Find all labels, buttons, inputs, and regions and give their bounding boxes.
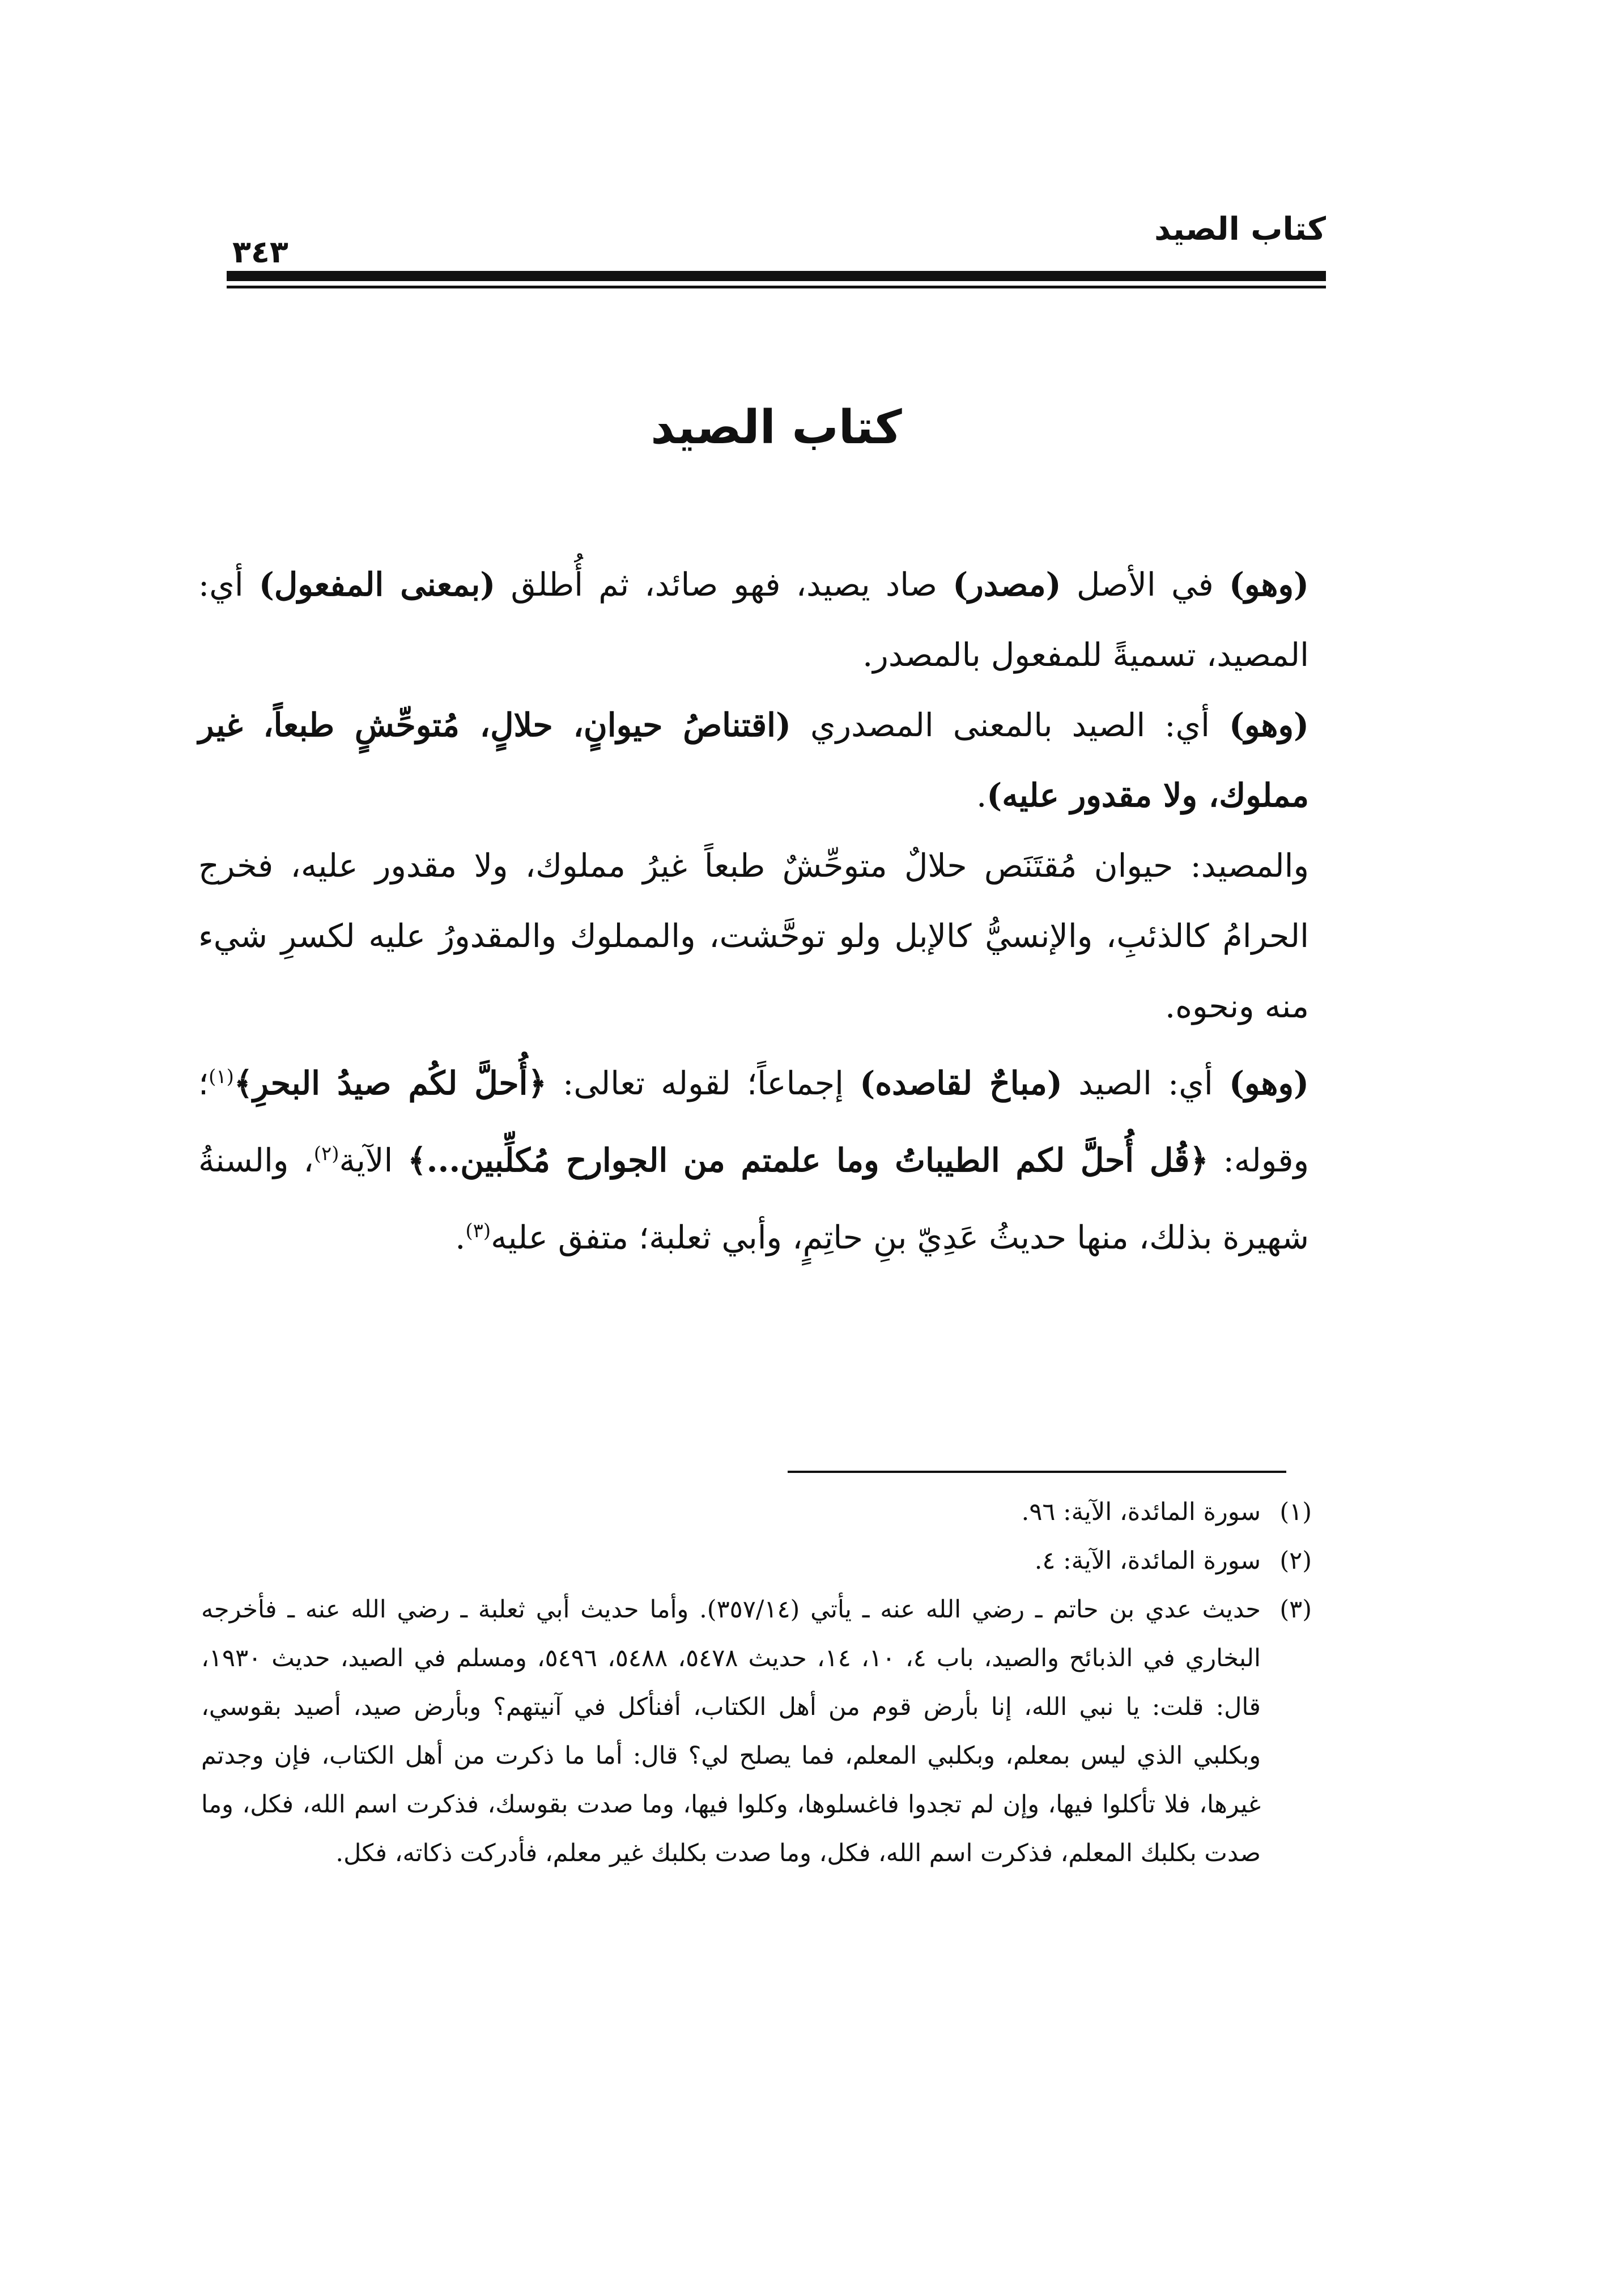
bold-term: (مصدر) (953, 566, 1061, 604)
paragraph-1 (198, 550, 1309, 690)
paragraph-text: . (976, 777, 987, 814)
paragraph-4 (198, 1042, 1309, 1273)
footnote-3 (201, 1585, 1312, 1878)
bold-term: (مباحٌ لقاصده) (860, 1064, 1062, 1102)
paragraph-text: أي: المصيد، تسميةً للمفعول بالمصدر. (198, 566, 1309, 674)
paragraph-text: أي: الصيد بالمعنى المصدري (790, 707, 1230, 744)
footnote-ref[interactable]: (١) (209, 1065, 234, 1088)
bold-definition: (اقتناصُ حيوانٍ، حلالٍ، مُتوحِّشٍ طبعاً، غير مملوك، ولا مقدور عليه) (198, 706, 1309, 814)
paragraph-text: ؛ وقوله: (198, 1065, 1309, 1179)
bold-term: (بمعنى المفعول) (258, 566, 496, 604)
chapter-title: كتاب الصيد (651, 401, 902, 455)
paragraph-3 (198, 831, 1309, 1042)
header-rule-thin (227, 286, 1326, 288)
footnote-text: سورة المائدة، الآية: ٩٦. (1021, 1498, 1261, 1526)
footnote-ref[interactable]: (٢) (313, 1143, 339, 1165)
paragraph-text: أي: الصيد (1062, 1065, 1230, 1102)
footnotes (201, 1488, 1312, 1878)
quran-quote: ﴿قُل أُحلَّ لكم الطيباتُ وما علمتم من الجوارح مُكلِّبين...﴾ (407, 1141, 1209, 1179)
paragraph-text: الآية (339, 1142, 408, 1179)
page-number: ٣٤٣ (232, 234, 288, 270)
running-title: كتاب الصيد (1154, 211, 1326, 248)
footnote-rule (788, 1471, 1286, 1473)
header-rule-thick (227, 271, 1326, 281)
footnote-2 (201, 1536, 1312, 1585)
footnote-text: حديث عدي بن حاتم ـ رضي الله عنه ـ يأتي (٣٥٧/١٤). وأما حديث أبي ثعلبة ـ رضي الله عنه ـ فأخرجه البخاري في الذبائح والصيد، باب ٤، ١٠، ١٤، حديث ٥٤٧٨، ٥٤٨٨، ٥٤٩٦، ومسلم في الصيد، حديث ١٩٣٠، قال: قلت: يا نبي الله، إنا بأرض قوم من أهل الكتاب، أفنأكل في آنيتهم؟ وبأرض صيد، أصيد بقوسي، وبكلبي الذي ليس بمعلم، وبكلبي المعلم، فما يصلح لي؟ قال: أما ما ذكرت من أهل الكتاب، فإن وجدتم غيرها، فلا تأكلوا فيها، وإن لم تجدوا فاغسلوها، وكلوا فيها، وما صدت بقوسك، فذكرت اسم الله، فكل، وما صدت بكلبك المعلم، فذكرت اسم الله، فكل، وما صدت بكلبك غير معلم، فأدركت ذكاته، فكل. (201, 1595, 1261, 1867)
paragraph-text: إجماعاً؛ لقوله تعالى: (546, 1065, 860, 1102)
paragraph-text: والمصيد: حيوان مُقتَنَص حلالٌ متوحِّشٌ طبعاً غيرُ مملوك، ولا مقدور عليه، فخرج الحرامُ كالذئبِ، والإنسيُّ كالإبل ولو توحَّشت، والمملوك والمقدورُ عليه لكسرِ شيء منه ونحوه. (198, 847, 1309, 1025)
header-rule (227, 271, 1326, 290)
paragraph-2 (198, 690, 1309, 831)
footnote-text: سورة المائدة، الآية: ٤. (1034, 1547, 1261, 1575)
paragraph-text: ، والسنةُ شهيرة بذلك، منها حديثُ عَدِيّ بنِ حاتِمٍ، وأبي ثعلبة؛ متفق عليه (198, 1142, 1309, 1256)
bold-term: (وهو) (1229, 566, 1309, 604)
footnote-ref[interactable]: (٣) (465, 1220, 491, 1242)
main-body (198, 550, 1309, 1273)
quran-quote: ﴿أُحلَّ لكُم صيدُ البحرِ﴾ (233, 1064, 547, 1102)
footnote-marker: (٣) (1279, 1595, 1312, 1624)
footnote-marker: (١) (1279, 1498, 1312, 1526)
footnote-1 (201, 1488, 1312, 1536)
paragraph-text: في الأصل (1061, 566, 1230, 604)
paragraph-text: صاد يصيد، فهو صائد، ثم أُطلق (495, 566, 953, 604)
running-header (227, 204, 1326, 270)
bold-term: (وهو) (1229, 706, 1309, 744)
paragraph-text: . (455, 1219, 466, 1256)
footnote-marker: (٢) (1279, 1547, 1312, 1575)
bold-term: (وهو) (1229, 1064, 1309, 1102)
